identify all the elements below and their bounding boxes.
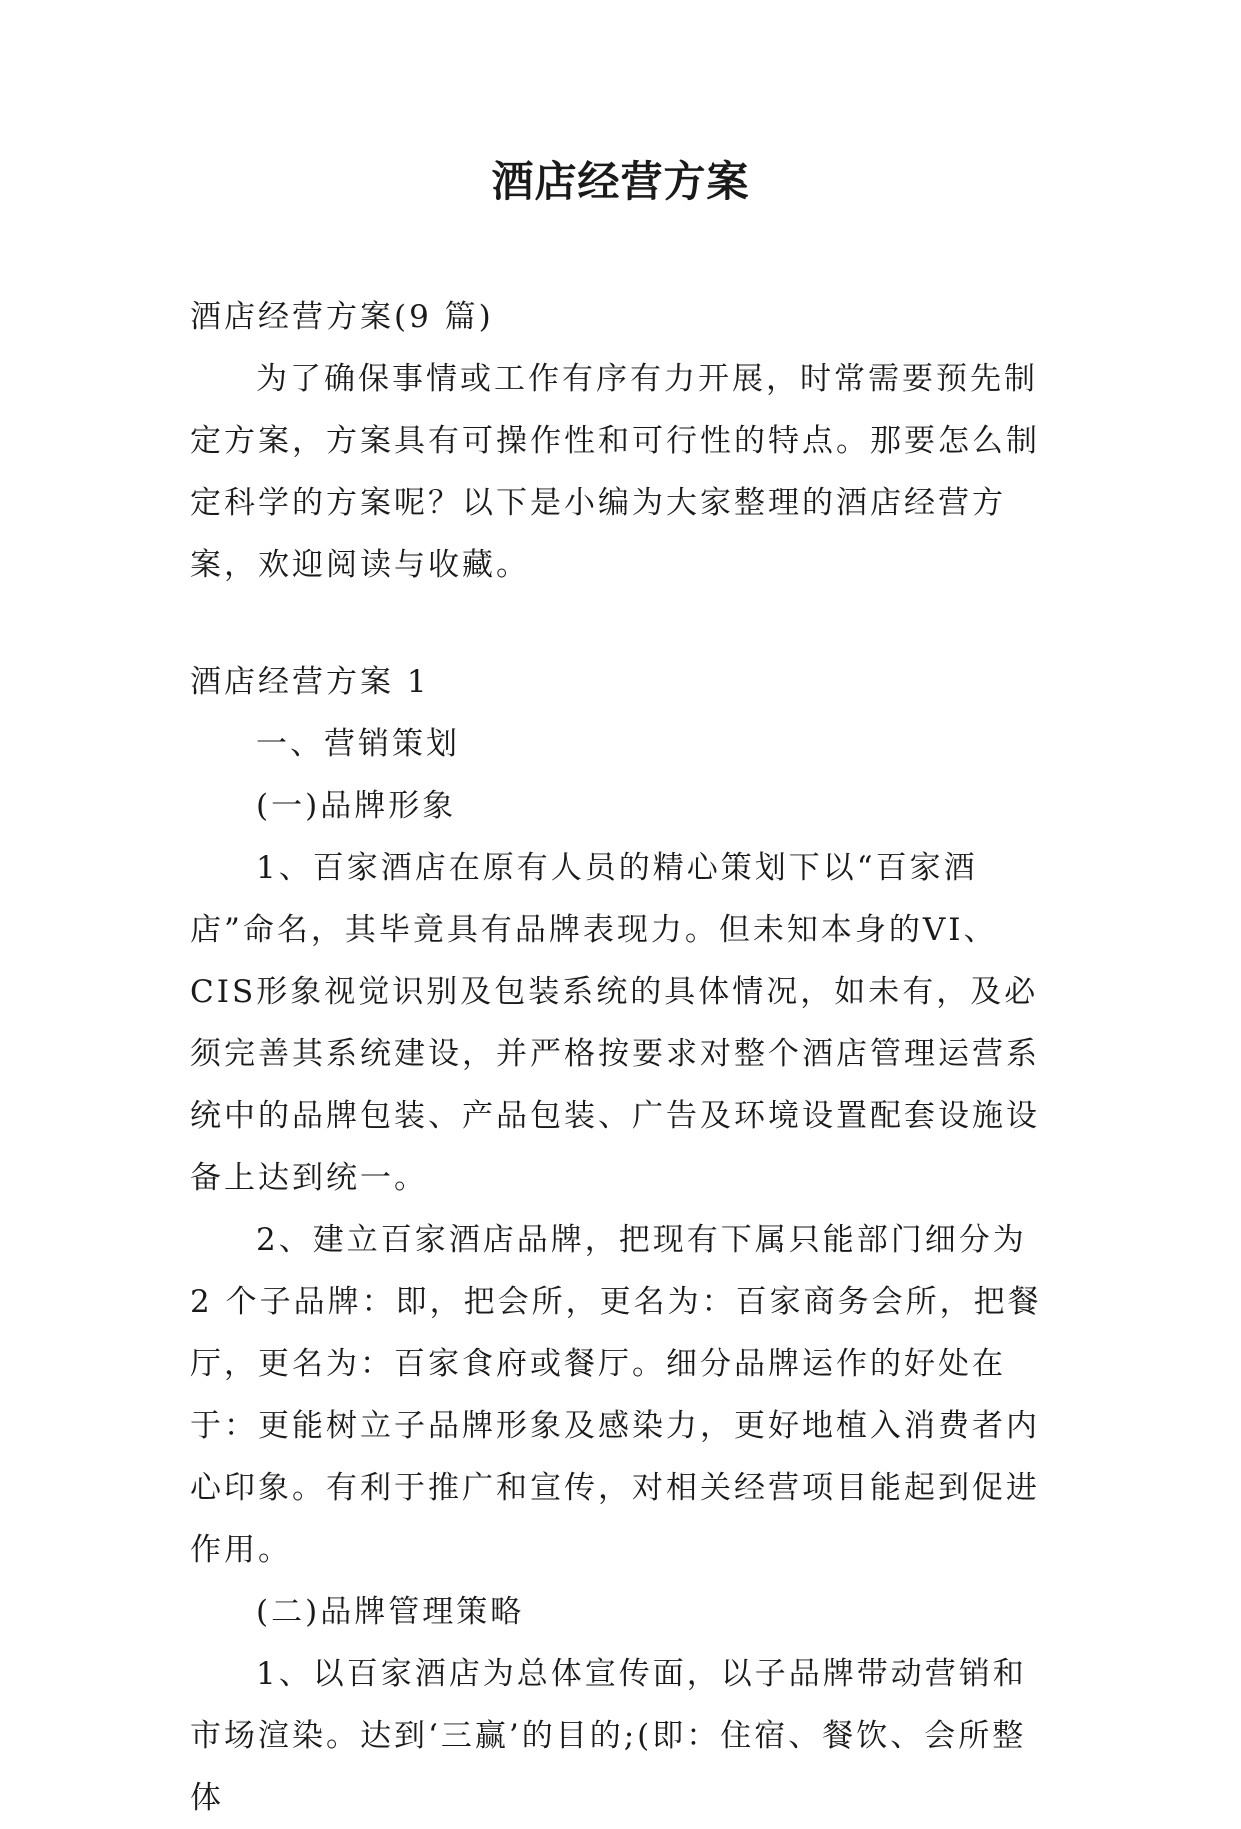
heading-marketing-plan: 一、营销策划	[256, 726, 460, 762]
paragraph-brand-image-2: 2、建立百家酒店品牌，把现有下属只能部门细分为 2 个子品牌：即，把会所，更名为：百家商务会所，把餐厅，更名为：百家食府或餐厅。细分品牌运作的好处在于：更能树立子品牌形象及感染力，更好地植入消费者内心印象。有利于推广和宣传，对相关经营项目能起到促进作用。	[190, 1222, 1042, 1568]
intro-paragraph: 为了确保事情或工作有序有力开展，时常需要预先制定方案，方案具有可操作性和可行性的特点。那要怎么制定科学的方案呢？以下是小编为大家整理的酒店经营方案，欢迎阅读与收藏。	[190, 361, 1040, 583]
document-subtitle: 酒店经营方案(9 篇)	[190, 299, 494, 335]
heading-brand-image: (一)品牌形象	[256, 788, 457, 824]
paragraph-brand-management-1: 1、以百家酒店为总体宣传面，以子品牌带动营销和市场渲染。达到‘三赢’的目的;(即：住宿、餐饮、会所整体	[190, 1656, 1027, 1816]
section-heading: 酒店经营方案 1	[190, 664, 430, 700]
document-body	[190, 286, 1050, 1829]
document-title: 酒店经营方案	[491, 157, 750, 206]
paragraph-brand-image-1: 1、百家酒店在原有人员的精心策划下以“百家酒店”命名，其毕竟具有品牌表现力。但未知本身的VI、CIS形象视觉识别及包装系统的具体情况，如未有，及必须完善其系统建设，并严格按要求对整个酒店管理运营系统中的品牌包装、产品包装、广告及环境设置配套设施设备上达到统一。	[190, 850, 1040, 1196]
heading-brand-management: (二)品牌管理策略	[256, 1594, 525, 1630]
